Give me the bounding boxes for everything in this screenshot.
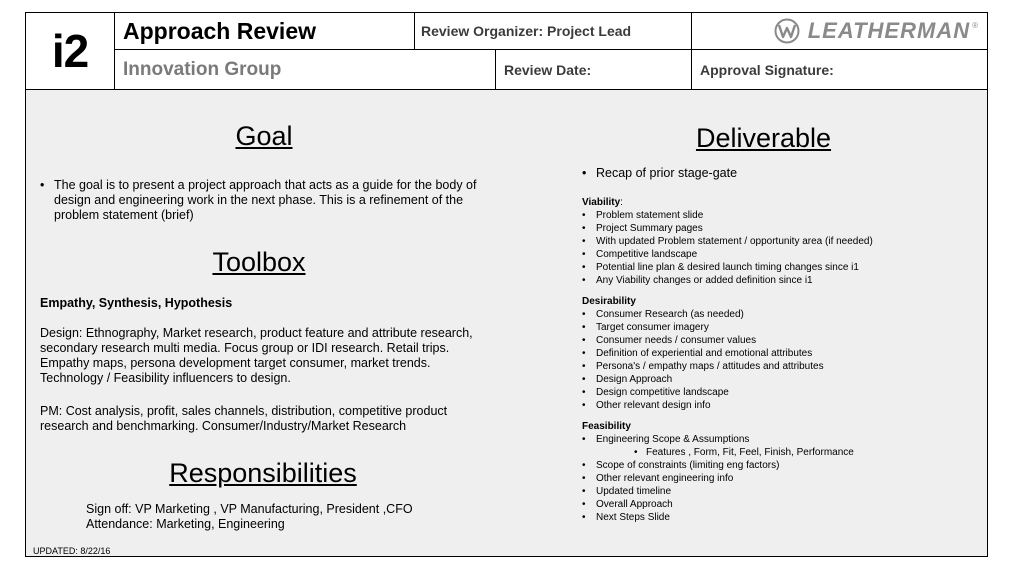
list-item: • Other relevant engineering info	[582, 472, 972, 485]
recap-item: • Recap of prior stage-gate	[582, 166, 962, 181]
goal-heading: Goal	[235, 121, 293, 151]
deliverable-heading: Deliverable	[695, 123, 832, 153]
viability-heading: Viability:	[582, 197, 623, 208]
content-panel	[25, 90, 988, 557]
page-title: Approach Review	[115, 13, 415, 50]
attendance-text: Attendance: Marketing, Engineering	[86, 517, 285, 531]
responsibilities-heading: Responsibilities	[169, 458, 357, 488]
review-date-label: Review Date:	[496, 50, 692, 89]
list-item: • Consumer needs / consumer values	[582, 334, 972, 347]
approval-signature-label: Approval Signature:	[700, 61, 834, 78]
list-item: • Persona's / empathy maps / attitudes and attributes	[582, 360, 972, 373]
deliverable-recap-list	[582, 166, 962, 181]
signoff-text: Sign off: VP Marketing , VP Manufacturing, President ,CFO	[86, 502, 413, 516]
goal-list	[40, 178, 510, 223]
list-item: • Engineering Scope & Assumptions	[582, 433, 972, 446]
toolbox-heading: Toolbox	[212, 247, 306, 277]
header-table	[25, 12, 988, 90]
list-item: • Any Viability changes or added definition since i1	[582, 274, 972, 287]
toolbox-design-text: Design: Ethnography, Market research, product feature and attribute research, secondary research multi media. Focus group or IDI research. Retail trips. Empathy maps, persona development target consumer, market trends. Technology / Feasibility influencers to design.	[40, 326, 473, 385]
list-item: • Next Steps Slide	[582, 511, 972, 524]
list-item: • Consumer Research (as needed)	[582, 308, 972, 321]
toolbox-subheading: Empathy, Synthesis, Hypothesis	[40, 296, 233, 310]
registered-mark: ®	[972, 21, 978, 30]
list-item: • Problem statement slide	[582, 209, 972, 222]
list-item: • Scope of constraints (limiting eng factors)	[582, 459, 972, 472]
updated-date: UPDATED: 8/22/16	[33, 546, 111, 556]
desirability-heading: Desirability	[582, 296, 636, 307]
brand-logo	[692, 13, 988, 50]
desirability-list	[582, 308, 972, 412]
list-item: • Potential line plan & desired launch timing changes since i1	[582, 261, 972, 274]
feasibility-list	[582, 433, 972, 524]
toolbox-pm-text: PM: Cost analysis, profit, sales channels, distribution, competitive product research and benchmarking. Consumer/Industry/Market Research	[40, 404, 448, 433]
list-item: • With updated Problem statement / opportunity area (if needed)	[582, 235, 972, 248]
list-item: • Overall Approach	[582, 498, 972, 511]
responsibilities-text	[86, 502, 486, 532]
list-item: • Target consumer imagery	[582, 321, 972, 334]
list-item: • Updated timeline	[582, 485, 972, 498]
feasibility-heading: Feasibility	[582, 421, 631, 432]
list-subitem: • Features , Form, Fit, Feel, Finish, Performance	[582, 446, 972, 459]
list-item: • Definition of experiential and emotional attributes	[582, 347, 972, 360]
list-item: • Project Summary pages	[582, 222, 972, 235]
list-item: • Design competitive landscape	[582, 386, 972, 399]
leatherman-emblem-icon	[772, 18, 802, 44]
list-item: • Other relevant design info	[582, 399, 972, 412]
list-item: • Competitive landscape	[582, 248, 972, 261]
list-item: • Design Approach	[582, 373, 972, 386]
i2-logo: i2	[26, 13, 115, 89]
review-organizer: Review Organizer: Project Lead	[415, 13, 692, 50]
goal-item: • The goal is to present a project approach that acts as a guide for the body of design and engineering work in the next phase. This is a refinement of the problem statement (brief)	[40, 178, 510, 223]
deliverable-details	[582, 196, 972, 524]
brand-name: LEATHERMAN	[807, 18, 971, 43]
page-subtitle: Innovation Group	[115, 50, 496, 89]
viability-list	[582, 209, 972, 287]
